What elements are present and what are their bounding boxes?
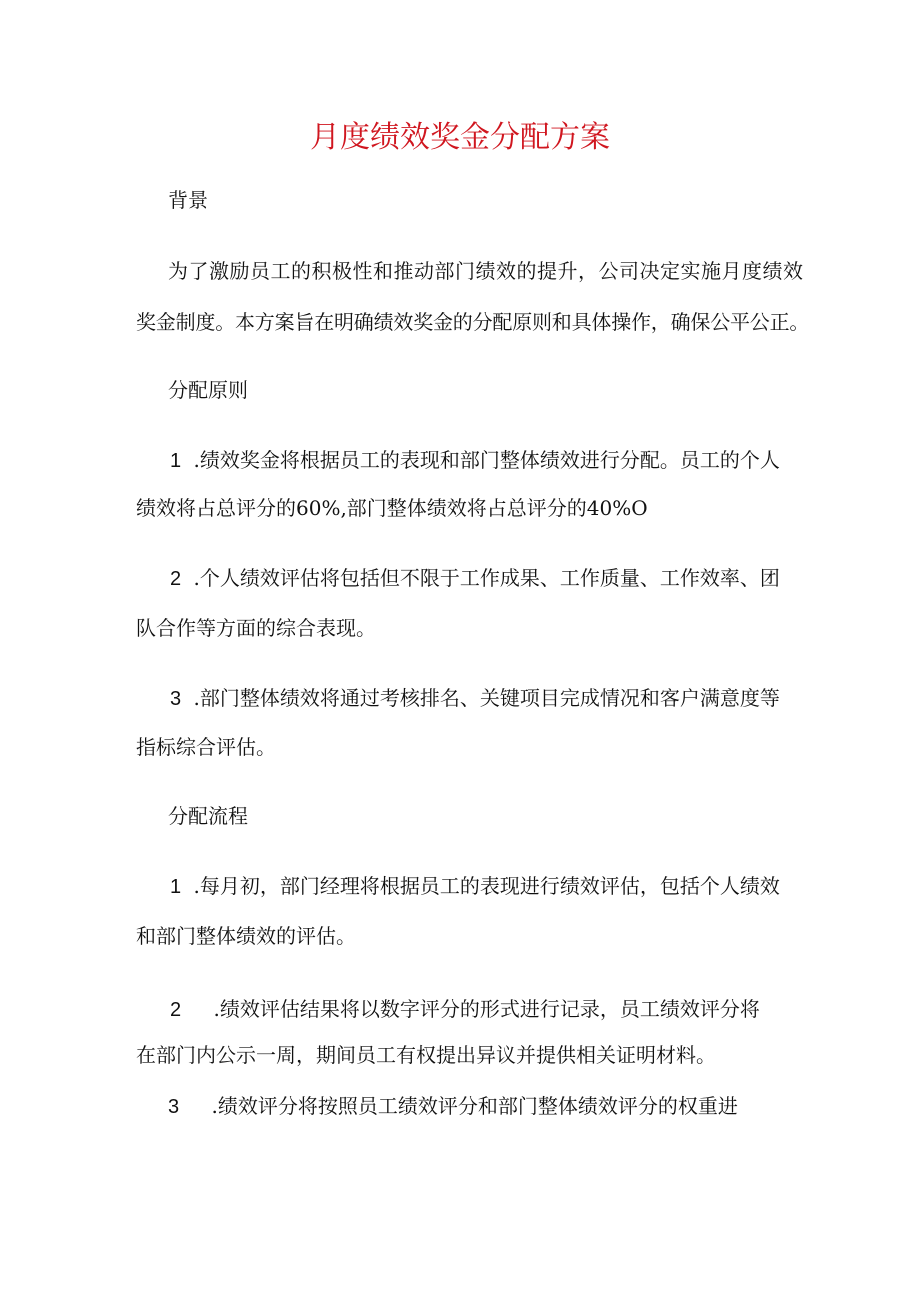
process-3-text-line-1: .绩效评分将按照员工绩效评分和部门整体绩效评分的权重进 — [211, 1094, 738, 1118]
process-2-text-line-1: .绩效评估结果将以数字评分的形式进行记录，员工绩效评分将 — [213, 997, 760, 1021]
process-1-number: 1 — [170, 876, 182, 898]
background-heading: 背景 — [168, 188, 208, 212]
principle-2-line-1 — [170, 564, 780, 593]
document-title: 月度绩效奖金分配方案 — [310, 120, 610, 155]
principle-1-number: 1 — [170, 450, 182, 472]
principle-2-line-2: 队合作等方面的综合表现。 — [136, 616, 376, 640]
principle-3-line-1 — [170, 684, 780, 713]
principle-2-text-line-1: .个人绩效评估将包括但不限于工作成果、工作质量、工作效率、团 — [193, 566, 780, 590]
process-2-line-1 — [170, 995, 760, 1024]
process-3-line-1 — [168, 1092, 738, 1121]
principle-1-line-2: 绩效将占总评分的60%,部门整体绩效将占总评分的40%O — [136, 496, 648, 520]
principle-1-text-line-1: .绩效奖金将根据员工的表现和部门整体绩效进行分配。员工的个人 — [193, 448, 780, 472]
process-1-line-2: 和部门整体绩效的评估。 — [136, 924, 356, 948]
process-2-line-2: 在部门内公示一周，期间员工有权提出异议并提供相关证明材料。 — [136, 1043, 716, 1067]
process-1-line-1 — [170, 872, 780, 901]
principles-heading: 分配原则 — [168, 378, 248, 402]
principle-3-number: 3 — [170, 688, 182, 710]
background-paragraph-line-2: 奖金制度。本方案旨在明确绩效奖金的分配原则和具体操作，确保公平公正。 — [136, 310, 810, 334]
principle-1-line-1 — [170, 446, 780, 475]
process-heading: 分配流程 — [168, 804, 248, 828]
process-1-text-line-1: .每月初，部门经理将根据员工的表现进行绩效评估，包括个人绩效 — [193, 874, 780, 898]
background-paragraph-line-1: 为了激励员工的积极性和推动部门绩效的提升，公司决定实施月度绩效 — [168, 259, 804, 283]
principle-3-line-2: 指标综合评估。 — [136, 735, 276, 759]
process-2-number: 2 — [170, 999, 182, 1021]
principle-3-text-line-1: .部门整体绩效将通过考核排名、关键项目完成情况和客户满意度等 — [193, 686, 780, 710]
process-3-number: 3 — [168, 1096, 180, 1118]
principle-2-number: 2 — [170, 568, 182, 590]
